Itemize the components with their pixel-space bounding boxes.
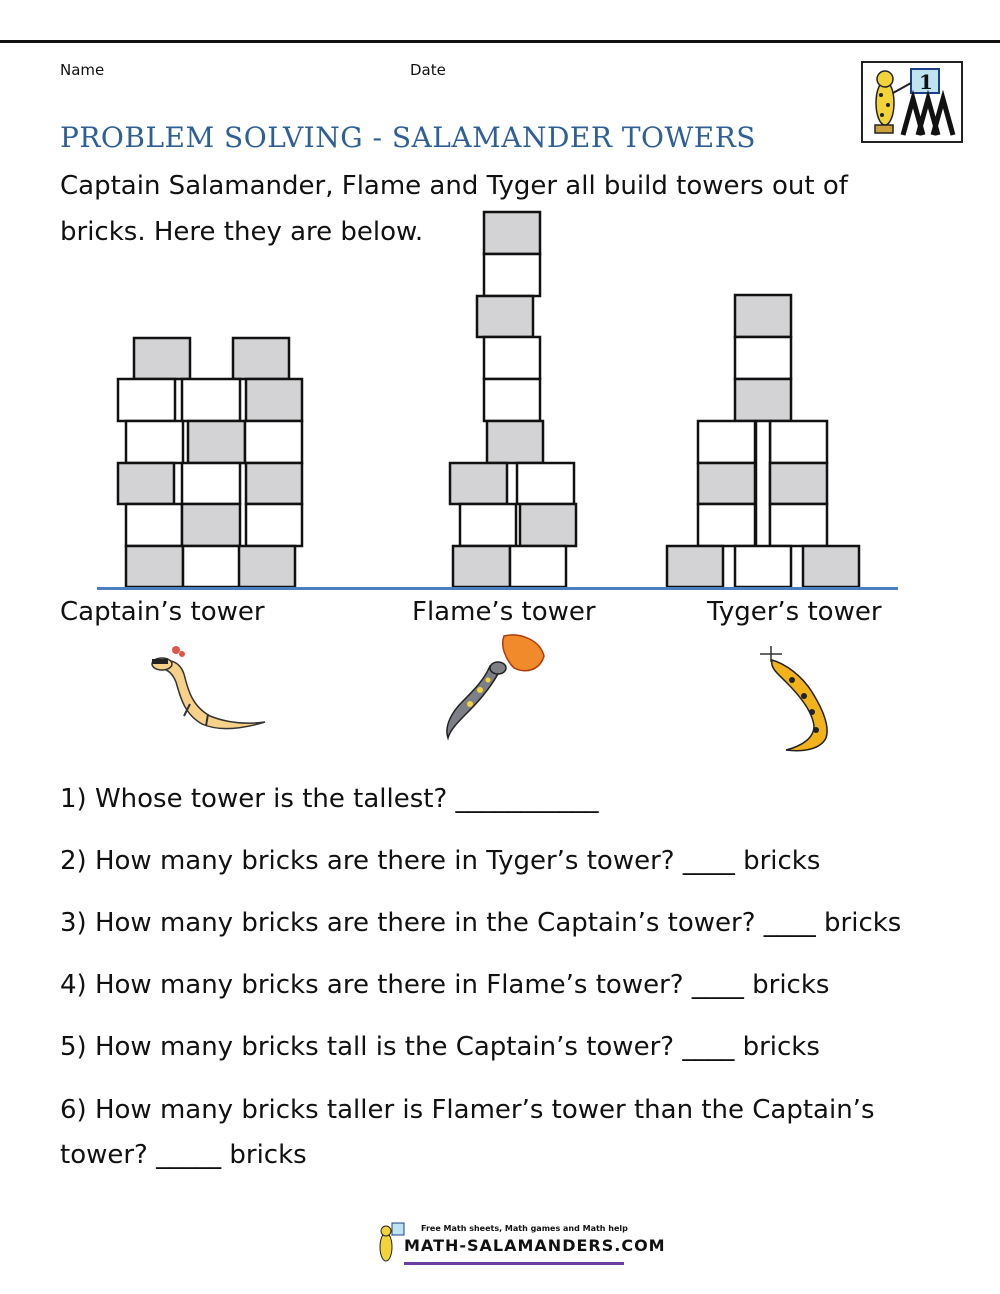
brick <box>450 463 507 504</box>
brick <box>735 546 791 587</box>
brick <box>667 546 723 587</box>
flames-tower <box>450 212 576 587</box>
brick <box>126 504 182 546</box>
tower-label-captain: Captain’s tower <box>60 597 265 627</box>
brick <box>118 379 175 421</box>
brick <box>484 254 540 296</box>
top-rule <box>0 40 1000 43</box>
brick <box>484 337 540 379</box>
brick <box>735 295 791 337</box>
footer-site-link[interactable]: MATH-SALAMANDERS.COM <box>404 1236 666 1255</box>
name-label: Name <box>60 61 105 79</box>
brick <box>460 504 516 546</box>
brick <box>245 421 302 463</box>
question-5: 5) How many bricks tall is the Captain’s tower? ____ bricks <box>60 1032 820 1062</box>
brick <box>698 504 755 546</box>
brick <box>183 546 240 587</box>
brick <box>182 379 240 421</box>
ground-line <box>97 587 898 590</box>
salamander-logo-icon <box>863 63 961 141</box>
brick <box>182 463 240 504</box>
brick <box>770 504 827 546</box>
footer-underline <box>404 1262 624 1265</box>
brick <box>803 546 859 587</box>
brick <box>477 296 533 337</box>
brick <box>735 379 791 421</box>
captain-salamander-icon <box>140 640 270 732</box>
brick <box>517 463 574 504</box>
brick <box>770 463 827 504</box>
question-4: 4) How many bricks are there in Flame’s tower? ____ bricks <box>60 970 830 1000</box>
question-1: 1) Whose tower is the tallest? ___________ <box>60 784 599 814</box>
brick <box>239 546 295 587</box>
question-6-line-1: 6) How many bricks taller is Flamer’s tower than the Captain’s <box>60 1095 875 1125</box>
date-label: Date <box>410 61 446 79</box>
intro-line-1: Captain Salamander, Flame and Tyger all build towers out of <box>60 171 848 201</box>
math-salamanders-logo <box>861 61 963 143</box>
tower-label-tyger: Tyger’s tower <box>707 597 882 627</box>
brick <box>246 504 302 546</box>
towers-illustration <box>0 200 1000 600</box>
tygers-tower <box>667 295 859 587</box>
brick <box>735 337 791 379</box>
footer-tagline: Free Math sheets, Math games and Math help <box>421 1224 628 1233</box>
brick <box>484 379 540 421</box>
tyger-salamander-icon <box>752 640 852 756</box>
brick <box>134 338 190 379</box>
brick <box>484 212 540 254</box>
footer-salamander-icon <box>376 1221 406 1267</box>
brick <box>453 546 510 587</box>
brick <box>520 504 576 546</box>
brick <box>698 421 755 463</box>
brick <box>698 463 755 504</box>
brick <box>487 421 543 463</box>
brick <box>118 463 174 504</box>
flame-salamander-icon <box>440 630 550 742</box>
brick <box>188 421 245 463</box>
captains-tower <box>118 338 302 587</box>
question-3: 3) How many bricks are there in the Captain’s tower? ____ bricks <box>60 908 902 938</box>
brick <box>233 338 289 379</box>
brick <box>126 546 183 587</box>
brick <box>770 421 827 463</box>
page-title: PROBLEM SOLVING - SALAMANDER TOWERS <box>60 121 756 154</box>
brick <box>126 421 183 463</box>
brick <box>182 504 240 546</box>
question-2: 2) How many bricks are there in Tyger’s tower? ____ bricks <box>60 846 821 876</box>
brick <box>510 546 566 587</box>
logo-digit: 1 <box>919 70 933 94</box>
brick <box>246 463 302 504</box>
question-6-line-2: tower? _____ bricks <box>60 1140 307 1170</box>
intro-line-2: bricks. Here they are below. <box>60 217 424 247</box>
brick <box>246 379 302 421</box>
tower-label-flame: Flame’s tower <box>412 597 596 627</box>
